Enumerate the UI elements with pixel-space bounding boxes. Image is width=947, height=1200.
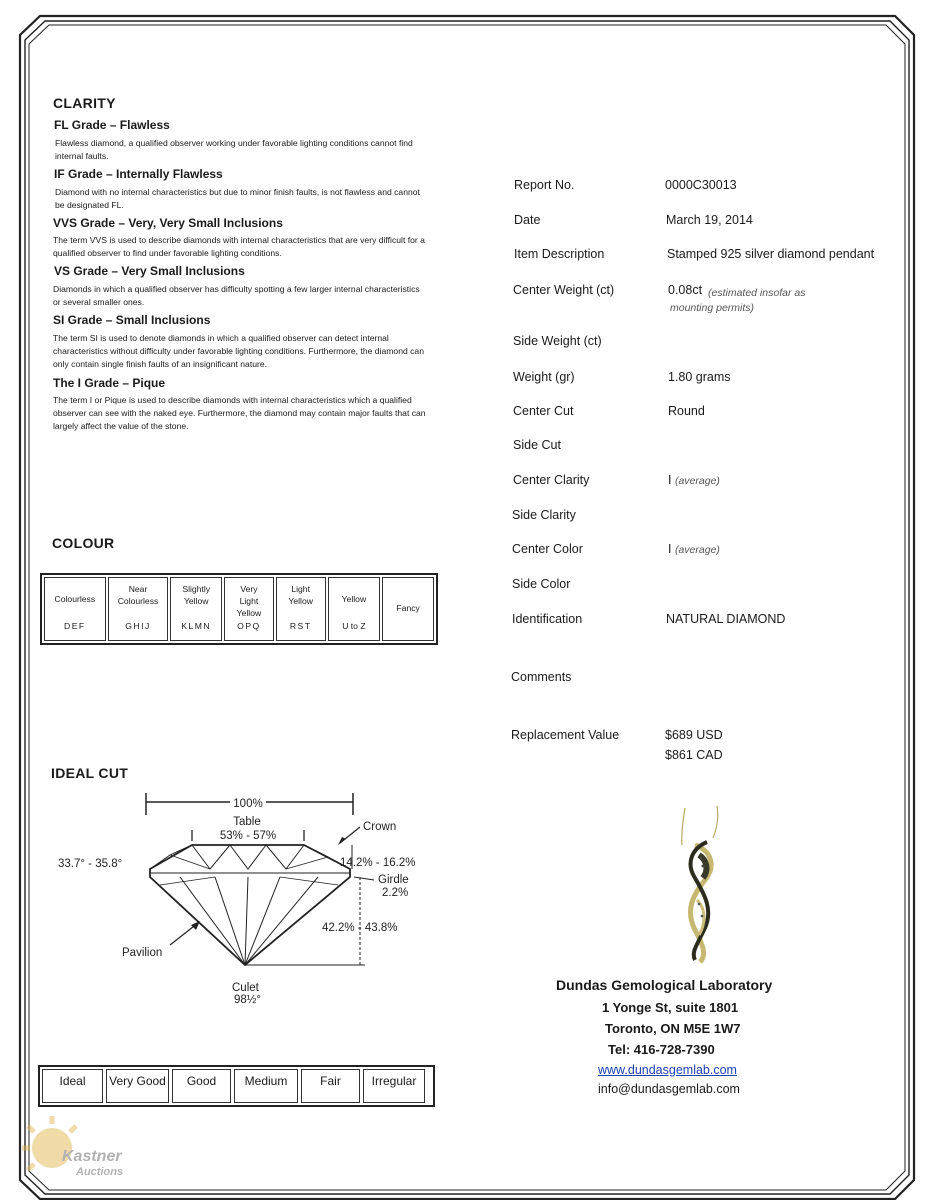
- center-color-grade: I: [668, 542, 672, 556]
- ideal-cut-title: IDEAL CUT: [51, 765, 129, 781]
- lab-website-link[interactable]: www.dundasgemlab.com: [598, 1063, 737, 1077]
- colour-label: Light Yellow: [288, 584, 313, 606]
- colour-col-fancy: [382, 577, 434, 641]
- colour-label: Slightly Yellow: [182, 584, 211, 606]
- total-width-label: 100%: [233, 798, 263, 810]
- grade-vvs-heading: VVS Grade – Very, Very Small Inclusions: [53, 216, 283, 230]
- colour-label: Very Light Yellow: [236, 584, 262, 618]
- lab-address-line1: 1 Yonge St, suite 1801: [602, 1000, 739, 1015]
- center-weight-value: 0.08ct: [668, 283, 703, 297]
- sun-logo-icon: [18, 1112, 78, 1182]
- center-weight-label: Center Weight (ct): [513, 283, 615, 297]
- colour-range: GHIJ: [125, 621, 151, 631]
- pavilion-label: Pavilion: [122, 947, 163, 959]
- cut-grade-table: [38, 1065, 435, 1107]
- grade-si-desc: The term SI is used to denote diamonds in which a qualified observer can detect internal characteristics without difficulty under favorable lighting conditions. Furthermore, the diamond can only contain single finish faults of an insignificant nature.: [53, 333, 424, 369]
- culet-label: Culet: [232, 982, 259, 994]
- item-description-label: Item Description: [514, 247, 605, 261]
- side-weight-label: Side Weight (ct): [513, 334, 602, 348]
- lab-name: Dundas Gemological Laboratory: [556, 977, 773, 993]
- center-weight-note: (estimated insofar as mounting permits): [670, 287, 806, 314]
- watermark-sub: Auctions: [76, 1166, 124, 1178]
- lab-phone: Tel: 416-728-7390: [608, 1042, 715, 1057]
- grade-fl-desc: Flawless diamond, a qualified observer working under favorable lighting conditions cannot find internal faults.: [55, 138, 413, 161]
- cut-grade-good: Good: [172, 1069, 231, 1103]
- center-clarity-note: (average): [674, 475, 720, 487]
- colour-range: OPQ: [237, 621, 261, 631]
- side-clarity-label: Side Clarity: [512, 508, 576, 522]
- replacement-value-usd: $689 USD: [665, 728, 723, 742]
- center-clarity-value: [668, 473, 720, 487]
- grade-fl-heading: FL Grade – Flawless: [54, 118, 170, 132]
- center-clarity-label: Center Clarity: [513, 473, 590, 487]
- crown-angle-label: 33.7° - 35.8°: [58, 858, 123, 870]
- lab-email: info@dundasgemlab.com: [598, 1082, 740, 1096]
- item-description-value: Stamped 925 silver diamond pendant: [667, 247, 875, 261]
- identification-value: NATURAL DIAMOND: [666, 612, 786, 626]
- watermark-brand: Kastner: [62, 1148, 122, 1165]
- colour-col-yellow: [328, 577, 381, 641]
- table-label: Table: [233, 816, 261, 828]
- colour-col-slightly-yellow: [170, 577, 222, 641]
- diamond-proportions-diagram: [40, 785, 440, 1015]
- grade-i-desc: The term I or Pique is used to describe diamonds with internal characteristics which a qualified observer can see with the naked eye. Furthermore, the diamond may contain major faults that can largely affect the value of the stone.: [53, 395, 426, 431]
- pendant-image: [655, 800, 745, 970]
- colour-range: U to Z: [342, 621, 366, 631]
- colour-grade-table: [40, 573, 438, 645]
- report-no-label: Report No.: [514, 178, 575, 192]
- colour-range: DEF: [63, 621, 86, 631]
- date-label: Date: [514, 213, 541, 227]
- crown-label: Crown: [363, 821, 397, 833]
- colour-label: Colourless: [54, 594, 96, 604]
- colour-label: Yellow: [341, 594, 367, 604]
- colour-col-light-yellow: [276, 577, 326, 641]
- comments-label: Comments: [511, 670, 572, 684]
- grade-vs-desc: Diamonds in which a qualified observer has difficulty spotting a few larger internal characteristics or several smaller ones.: [53, 284, 420, 307]
- center-color-value: [668, 542, 720, 556]
- culet-value-label: 98½°: [234, 994, 261, 1006]
- colour-range: KLMN: [181, 621, 212, 631]
- replacement-value-label: Replacement Value: [511, 728, 620, 742]
- grade-vvs-desc: The term VVS is used to describe diamonds with internal characteristics that are very difficult for a qualified observer to find under favorable lighting conditions.: [53, 235, 425, 258]
- colour-range: RST: [289, 621, 312, 631]
- center-color-note: (average): [674, 544, 720, 556]
- cut-grade-irregular: Irregular: [363, 1069, 425, 1103]
- side-color-label: Side Color: [512, 577, 571, 591]
- crown-height-label: 14.2% - 16.2%: [340, 857, 416, 869]
- colour-title: COLOUR: [52, 535, 115, 551]
- girdle-value-label: 2.2%: [382, 887, 409, 899]
- table-range-label: 53% - 57%: [219, 830, 277, 842]
- colour-col-very-light-yellow: [224, 577, 274, 641]
- center-clarity-grade: I: [668, 473, 672, 487]
- center-cut-label: Center Cut: [513, 404, 574, 418]
- report-no-value: 0000C30013: [665, 178, 737, 192]
- weight-label: Weight (gr): [513, 370, 575, 384]
- colour-col-near-colourless: [108, 577, 169, 641]
- weight-value: 1.80 grams: [668, 370, 731, 384]
- clarity-title: CLARITY: [53, 95, 116, 111]
- grade-vs-heading: VS Grade – Very Small Inclusions: [54, 264, 245, 278]
- grade-if-desc: Diamond with no internal characteristics but due to minor finish faults, is not flawless and cannot be designated FL.: [55, 187, 420, 210]
- colour-label: Near Colourless: [117, 584, 159, 606]
- pavilion-depth-label: 42.2% - 43.8%: [322, 922, 398, 934]
- replacement-value-cad: $861 CAD: [665, 748, 723, 762]
- cut-grade-fair: Fair: [301, 1069, 360, 1103]
- colour-label: Fancy: [396, 602, 420, 613]
- cut-grade-medium: Medium: [234, 1069, 298, 1103]
- girdle-label: Girdle: [378, 874, 409, 886]
- center-cut-value: Round: [668, 404, 705, 418]
- cut-grade-ideal: Ideal: [42, 1069, 103, 1103]
- watermark-logo: [18, 1112, 138, 1192]
- grade-i-heading: The I Grade – Pique: [53, 376, 166, 390]
- grade-si-heading: SI Grade – Small Inclusions: [53, 313, 211, 327]
- identification-label: Identification: [512, 612, 583, 626]
- center-color-label: Center Color: [512, 542, 583, 556]
- colour-col-colourless: [44, 577, 106, 641]
- lab-address-line2: Toronto, ON M5E 1W7: [605, 1021, 741, 1036]
- side-cut-label: Side Cut: [513, 438, 561, 452]
- grade-if-heading: IF Grade – Internally Flawless: [54, 167, 223, 181]
- cut-grade-very-good: Very Good: [106, 1069, 169, 1103]
- date-value: March 19, 2014: [666, 213, 753, 227]
